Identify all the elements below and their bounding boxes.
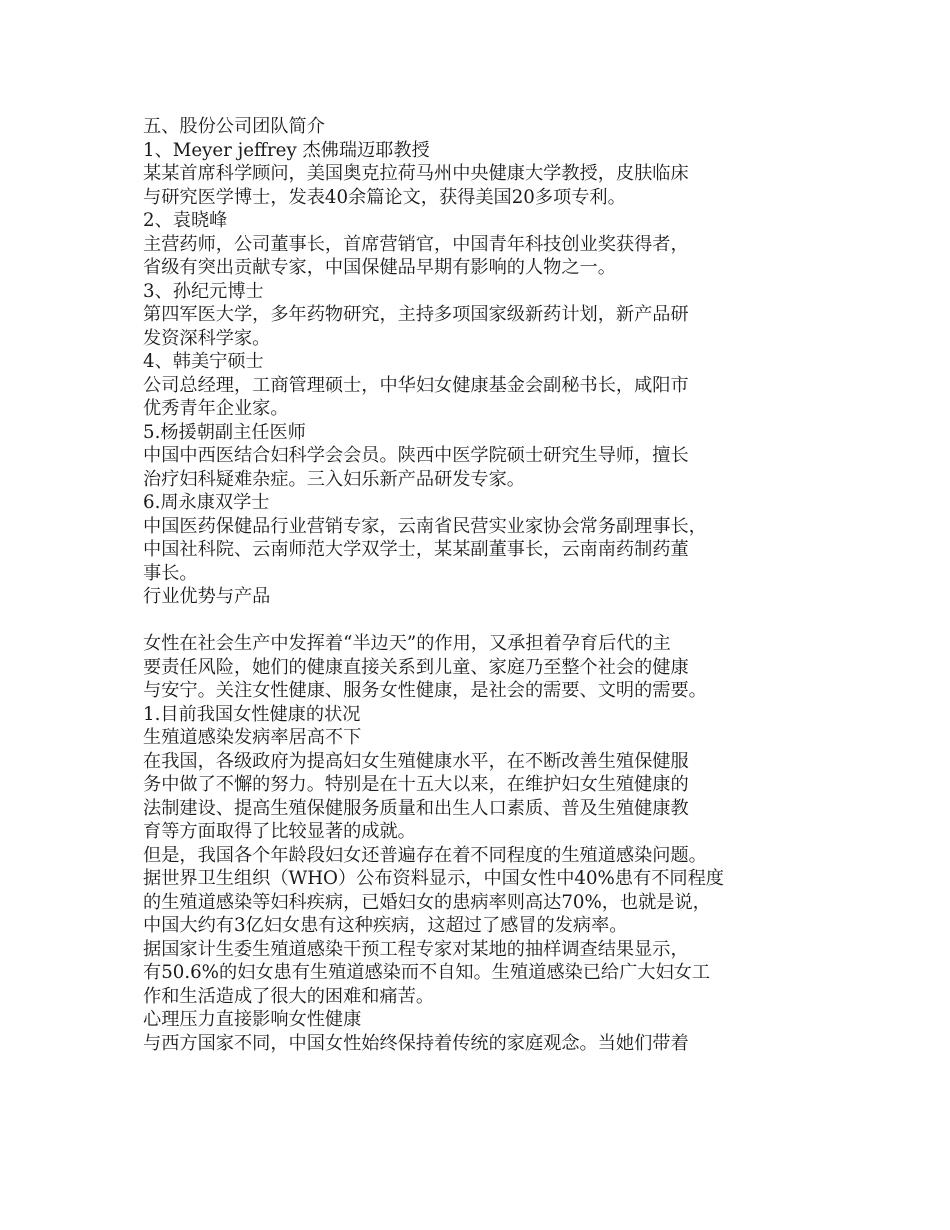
paragraph-line: 与西方国家不同，中国女性始终保持着传统的家庭观念。当她们带着 xyxy=(143,1032,689,1054)
member-title: 4、韩美宁硕士 xyxy=(143,351,264,372)
paragraph-line: 要责任风险，她们的健康直接关系到儿童、家庭乃至整个社会的健康 xyxy=(143,656,689,678)
document-page xyxy=(143,115,808,1055)
member-bio: 某某首席科学顾问，美国奥克拉荷马州中央健康大学教授，皮肤临床 xyxy=(143,163,689,184)
member-title: 1、Meyer jeffrey 杰佛瑞迈耶教授 xyxy=(143,139,430,161)
paragraph-line: 有50.6%的妇女患有生殖道感染而不自知。生殖道感染已给广大妇女工 xyxy=(143,962,711,983)
section-heading: 五、股份公司团队简介 xyxy=(143,116,325,137)
member-title: 2、袁晓峰 xyxy=(143,210,228,231)
member-title: 3、孙纪元博士 xyxy=(143,280,264,302)
paragraph-line: 的生殖道感染等妇科疾病，已婚妇女的患病率则高达70%，也就是说， xyxy=(143,891,711,913)
subsection-heading: 1.目前我国女性健康的状况 xyxy=(143,703,361,725)
section-heading: 行业优势与产品 xyxy=(143,586,271,607)
member-bio: 公司总经理，工商管理硕士，中华妇女健康基金会副秘书长，咸阳市 xyxy=(143,374,689,396)
paragraph-line: 据世界卫生组织（WHO）公布资料显示，中国女性中40%患有不同程度 xyxy=(143,868,724,889)
member-bio: 中国社科院、云南师范大学双学士，某某副董事长，云南南药制药董 xyxy=(143,539,689,560)
member-bio: 发资深科学家。 xyxy=(143,327,271,349)
paragraph-line: 在我国，各级政府为提高妇女生殖健康水平，在不断改善生殖保健服 xyxy=(143,750,689,772)
member-title: 6.周永康双学士 xyxy=(143,492,270,513)
member-bio: 中国中西医结合妇科学会会员。陕西中医学院硕士研究生导师，擅长 xyxy=(143,445,689,466)
member-bio: 省级有突出贡献专家，中国保健品早期有影响的人物之一。 xyxy=(143,257,616,278)
member-bio: 事长。 xyxy=(143,562,198,584)
member-bio: 优秀青年企业家。 xyxy=(143,398,289,419)
member-bio: 治疗妇科疑难杂症。三入妇乐新产品研发专家。 xyxy=(143,468,525,490)
paragraph-line: 育等方面取得了比较显著的成就。 xyxy=(143,821,416,842)
paragraph-line: 作和生活造成了很大的困难和痛苦。 xyxy=(143,985,435,1007)
member-bio: 中国医药保健品行业营销专家，云南省民营实业家协会常务副理事长， xyxy=(143,515,707,537)
paragraph-line: 与安宁。关注女性健康、服务女性健康，是社会的需要、文明的需要。 xyxy=(143,680,707,701)
member-bio: 主营药师，公司董事长，首席营销官，中国青年科技创业奖获得者， xyxy=(143,233,689,255)
subsection-heading: 心理压力直接影响女性健康 xyxy=(143,1009,362,1030)
subsection-heading: 生殖道感染发病率居高不下 xyxy=(143,727,362,748)
member-bio: 与研究医学博士，发表40余篇论文，获得美国20多项专利。 xyxy=(143,186,626,208)
member-bio: 第四军医大学，多年药物研究，主持多项国家级新药计划，新产品研 xyxy=(143,304,689,325)
paragraph-line: 但是，我国各个年龄段妇女还普遍存在着不同程度的生殖道感染问题。 xyxy=(143,844,707,866)
paragraph-line: 女性在社会生产中发挥着“半边天”的作用，又承担着孕育后代的主 xyxy=(143,633,671,654)
paragraph-line: 法制建设、提高生殖保健服务质量和出生人口素质、普及生殖健康教 xyxy=(143,797,689,819)
paragraph-line: 据国家计生委生殖道感染干预工程专家对某地的抽样调查结果显示， xyxy=(143,938,689,960)
member-title: 5.杨援朝副主任医师 xyxy=(143,421,306,443)
paragraph-line: 中国大约有3亿妇女患有这种疾病，这超过了感冒的发病率。 xyxy=(143,915,628,936)
paragraph-line: 务中做了不懈的努力。特别是在十五大以来，在维护妇女生殖健康的 xyxy=(143,774,689,795)
blank-line xyxy=(143,609,808,633)
